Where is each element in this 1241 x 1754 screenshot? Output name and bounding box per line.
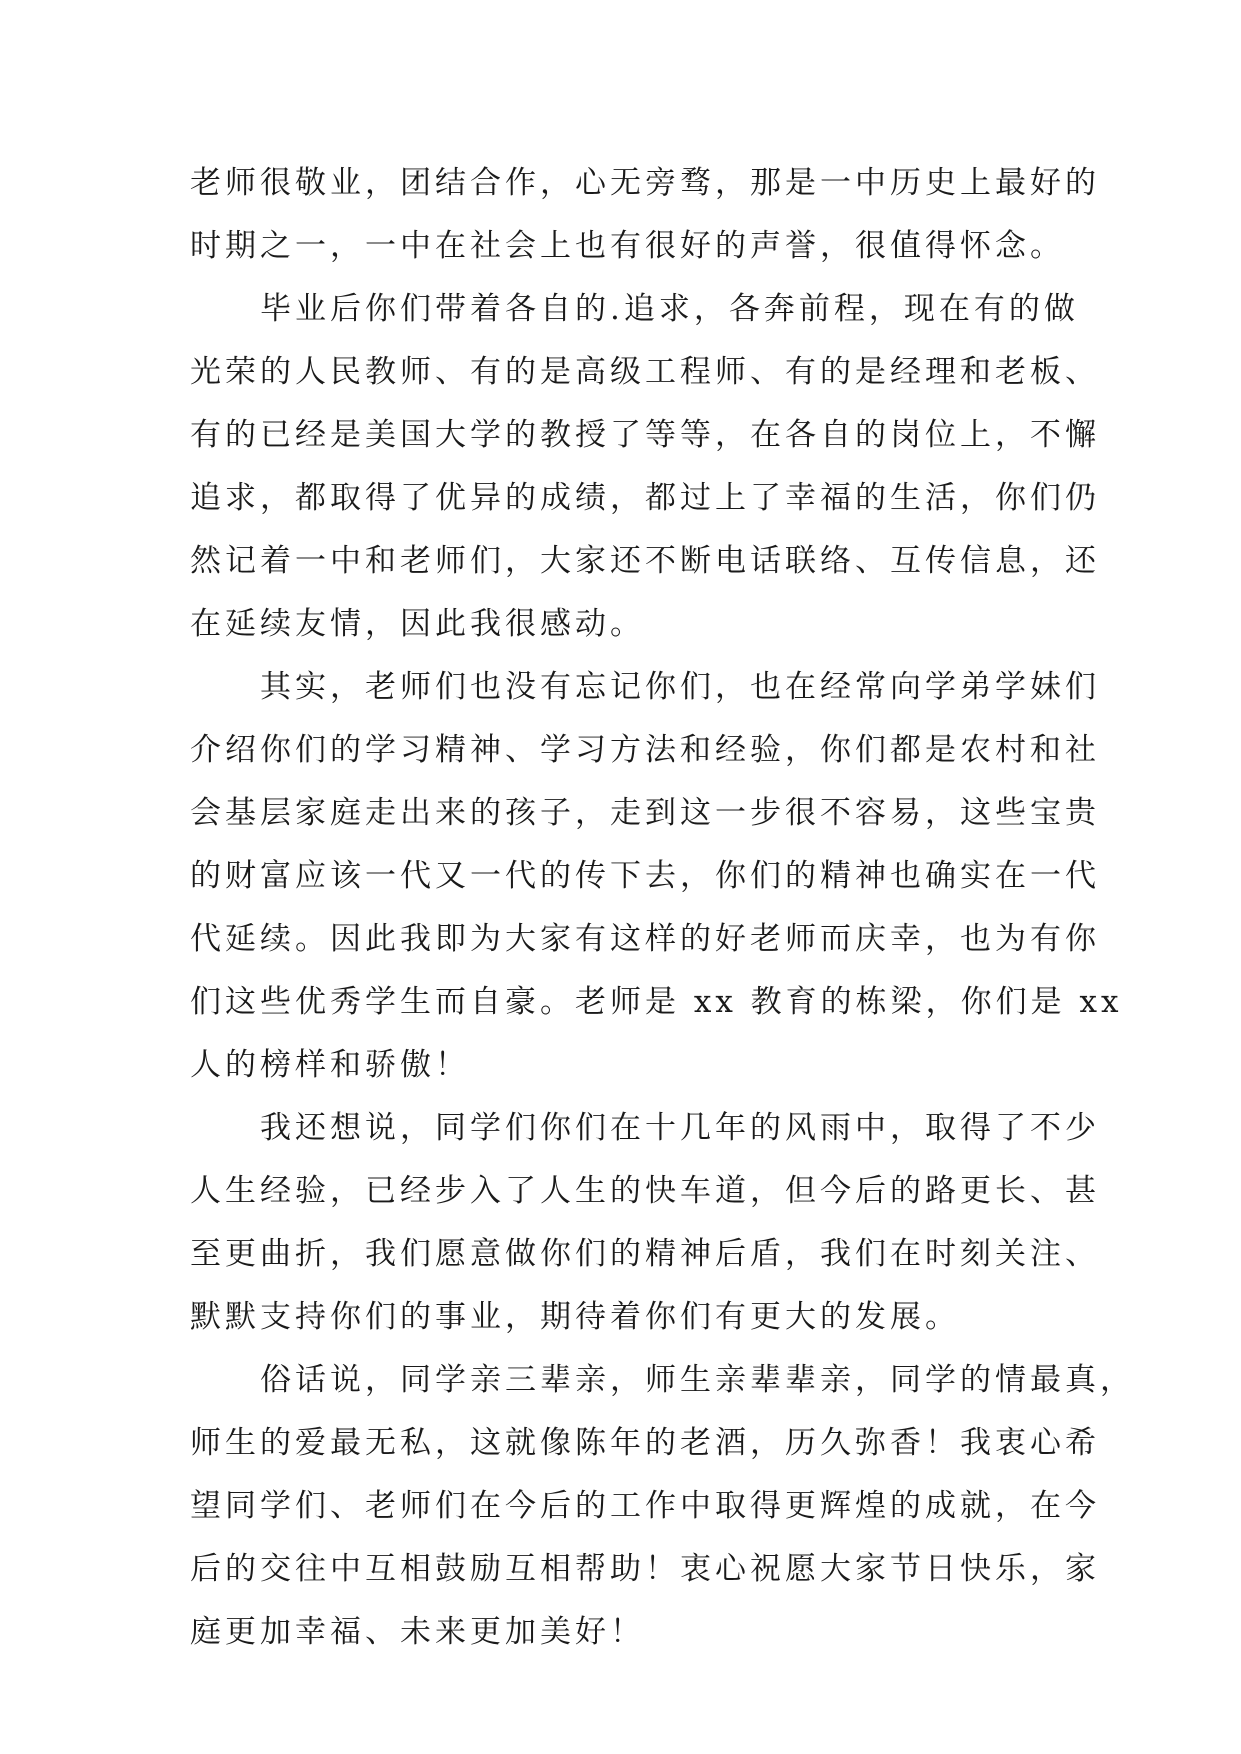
text-line: 会基层家庭走出来的孩子，走到这一步很不容易，这些宝贵	[190, 795, 1100, 831]
text-line: 的财富应该一代又一代的传下去，你们的精神也确实在一代	[190, 858, 1100, 894]
text-line: 后的交往中互相鼓励互相帮助！衷心祝愿大家节日快乐，家	[190, 1551, 1100, 1587]
text-line: 老师很敬业，团结合作，心无旁骛，那是一中历史上最好的	[190, 165, 1100, 201]
text-line: 俗话说，同学亲三辈亲，师生亲辈辈亲，同学的情最真，	[190, 1362, 1135, 1398]
text-line: 我还想说，同学们你们在十几年的风雨中，取得了不少	[190, 1110, 1100, 1146]
text-line: 人的榜样和骄傲！	[190, 1047, 470, 1083]
text-line: 代延续。因此我即为大家有这样的好老师而庆幸，也为有你	[190, 921, 1100, 957]
text-line: 光荣的人民教师、有的是高级工程师、有的是经理和老板、	[190, 354, 1100, 390]
text-line: 追求，都取得了优异的成绩，都过上了幸福的生活，你们仍	[190, 480, 1100, 516]
text-line: 其实，老师们也没有忘记你们，也在经常向学弟学妹们	[190, 669, 1100, 705]
text-line: 时期之一，一中在社会上也有很好的声誉，很值得怀念。	[190, 228, 1065, 264]
text-line: 默默支持你们的事业，期待着你们有更大的发展。	[190, 1299, 960, 1335]
text-line: 然记着一中和老师们，大家还不断电话联络、互传信息，还	[190, 543, 1100, 579]
document-body	[190, 152, 1135, 1664]
text-line: 人生经验，已经步入了人生的快车道，但今后的路更长、甚	[190, 1173, 1100, 1209]
text-line: 至更曲折，我们愿意做你们的精神后盾，我们在时刻关注、	[190, 1236, 1100, 1272]
text-line: 庭更加幸福、未来更加美好！	[190, 1614, 645, 1650]
text-line: 介绍你们的学习精神、学习方法和经验，你们都是农村和社	[190, 732, 1100, 768]
text-line: 毕业后你们带着各自的.追求，各奔前程，现在有的做	[190, 291, 1079, 327]
text-line: 们这些优秀学生而自豪。老师是 xx 教育的栋梁，你们是 xx	[190, 984, 1123, 1020]
text-line: 在延续友情，因此我很感动。	[190, 606, 645, 642]
text-line: 有的已经是美国大学的教授了等等，在各自的岗位上，不懈	[190, 417, 1100, 453]
text-line: 师生的爱最无私，这就像陈年的老酒，历久弥香！我衷心希	[190, 1425, 1100, 1461]
text-line: 望同学们、老师们在今后的工作中取得更辉煌的成就，在今	[190, 1488, 1100, 1524]
